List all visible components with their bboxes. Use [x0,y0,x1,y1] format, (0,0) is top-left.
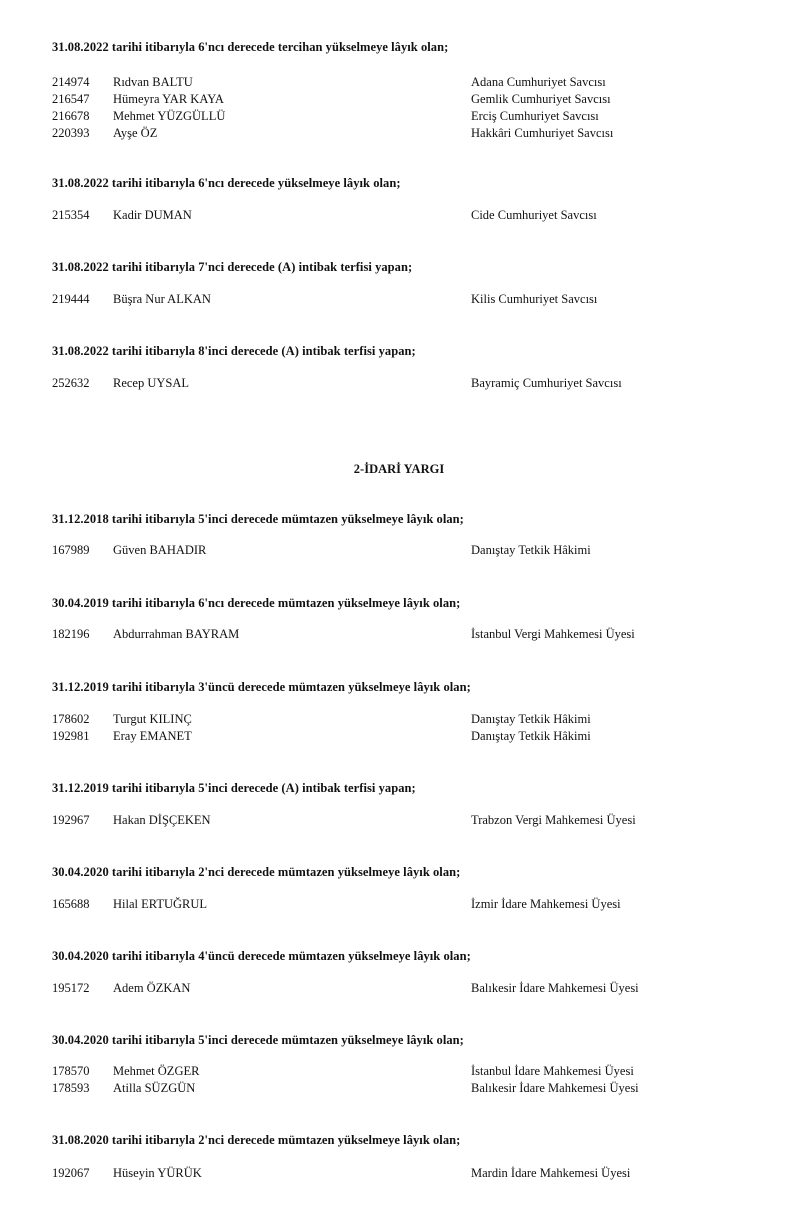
registry-number: 215354 [52,208,90,222]
position-title: Adana Cumhuriyet Savcısı [471,75,606,89]
person-name: Hümeyra YAR KAYA [113,92,224,106]
position-title: Cide Cumhuriyet Savcısı [471,208,597,222]
table-row [0,981,798,998]
person-name: Adem ÖZKAN [113,981,191,995]
person-name: Güven BAHADIR [113,543,207,557]
registry-number: 192067 [52,1166,90,1180]
registry-number: 167989 [52,543,90,557]
position-title: Balıkesir İdare Mahkemesi Üyesi [471,1081,639,1095]
table-row [0,109,798,126]
block-heading: 30.04.2019 tarihi itibarıyla 6'ncı derecede mümtazen yükselmeye lâyık olan; [52,596,461,610]
person-name: Kadir DUMAN [113,208,192,222]
person-name: Mehmet YÜZGÜLLÜ [113,109,226,123]
registry-number: 192967 [52,813,90,827]
block-heading: 30.04.2020 tarihi itibarıyla 4'üncü derecede mümtazen yükselmeye lâyık olan; [52,949,471,963]
table-row [0,1064,798,1081]
person-name: Turgut KILINÇ [113,712,192,726]
table-row [0,292,798,309]
person-name: Hüseyin YÜRÜK [113,1166,202,1180]
registry-number: 178570 [52,1064,90,1078]
person-name: Atilla SÜZGÜN [113,1081,196,1095]
registry-number: 178602 [52,712,90,726]
table-row [0,729,798,746]
person-name: Recep UYSAL [113,376,190,390]
person-name: Eray EMANET [113,729,192,743]
table-row [0,712,798,729]
block-heading: 31.08.2022 tarihi itibarıyla 8'inci derecede (A) intibak terfisi yapan; [52,344,416,358]
registry-number: 216547 [52,92,90,106]
table-row [0,92,798,109]
table-row [0,897,798,914]
table-row [0,376,798,393]
person-name: Büşra Nur ALKAN [113,292,211,306]
block-heading: 31.12.2018 tarihi itibarıyla 5'inci derecede mümtazen yükselmeye lâyık olan; [52,512,464,526]
position-title: Danıştay Tetkik Hâkimi [471,729,591,743]
position-title: Mardin İdare Mahkemesi Üyesi [471,1166,631,1180]
block-heading: 30.04.2020 tarihi itibarıyla 2'nci derecede mümtazen yükselmeye lâyık olan; [52,865,461,879]
table-row [0,208,798,225]
table-row [0,75,798,92]
registry-number: 192981 [52,729,90,743]
registry-number: 182196 [52,627,90,641]
position-title: Danıştay Tetkik Hâkimi [471,543,591,557]
block-heading: 31.12.2019 tarihi itibarıyla 5'inci derecede (A) intibak terfisi yapan; [52,781,416,795]
registry-number: 214974 [52,75,90,89]
position-title: Hakkâri Cumhuriyet Savcısı [471,126,614,140]
table-row [0,813,798,830]
block-heading: 31.08.2022 tarihi itibarıyla 6'ncı derecede yükselmeye lâyık olan; [52,176,401,190]
registry-number: 165688 [52,897,90,911]
position-title: Kilis Cumhuriyet Savcısı [471,292,598,306]
block-heading: 31.08.2020 tarihi itibarıyla 2'nci derecede mümtazen yükselmeye lâyık olan; [52,1133,461,1147]
table-row [0,1081,798,1098]
person-name: Hilal ERTUĞRUL [113,897,208,911]
position-title: Danıştay Tetkik Hâkimi [471,712,591,726]
table-row [0,126,798,143]
person-name: Rıdvan BALTU [113,75,193,89]
position-title: Gemlik Cumhuriyet Savcısı [471,92,611,106]
registry-number: 220393 [52,126,90,140]
registry-number: 178593 [52,1081,90,1095]
section-title: 2-İDARİ YARGI [353,462,445,476]
position-title: Bayramiç Cumhuriyet Savcısı [471,376,622,390]
person-name: Ayşe ÖZ [113,126,158,140]
registry-number: 195172 [52,981,90,995]
position-title: Balıkesir İdare Mahkemesi Üyesi [471,981,639,995]
position-title: Trabzon Vergi Mahkemesi Üyesi [471,813,636,827]
person-name: Abdurrahman BAYRAM [113,627,240,641]
table-row [0,627,798,644]
position-title: İstanbul Vergi Mahkemesi Üyesi [471,627,635,641]
block-heading: 31.08.2022 tarihi itibarıyla 6'ncı derecede tercihan yükselmeye lâyık olan; [52,40,449,54]
table-row [0,543,798,560]
registry-number: 216678 [52,109,90,123]
position-title: İzmir İdare Mahkemesi Üyesi [471,897,621,911]
block-heading: 31.08.2022 tarihi itibarıyla 7'nci derecede (A) intibak terfisi yapan; [52,260,413,274]
person-name: Hakan DİŞÇEKEN [113,813,211,827]
block-heading: 30.04.2020 tarihi itibarıyla 5'inci derecede mümtazen yükselmeye lâyık olan; [52,1033,464,1047]
block-heading: 31.12.2019 tarihi itibarıyla 3'üncü derecede mümtazen yükselmeye lâyık olan; [52,680,471,694]
registry-number: 252632 [52,376,90,390]
position-title: Erciş Cumhuriyet Savcısı [471,109,599,123]
person-name: Mehmet ÖZGER [113,1064,200,1078]
position-title: İstanbul İdare Mahkemesi Üyesi [471,1064,634,1078]
registry-number: 219444 [52,292,90,306]
table-row [0,1166,798,1183]
